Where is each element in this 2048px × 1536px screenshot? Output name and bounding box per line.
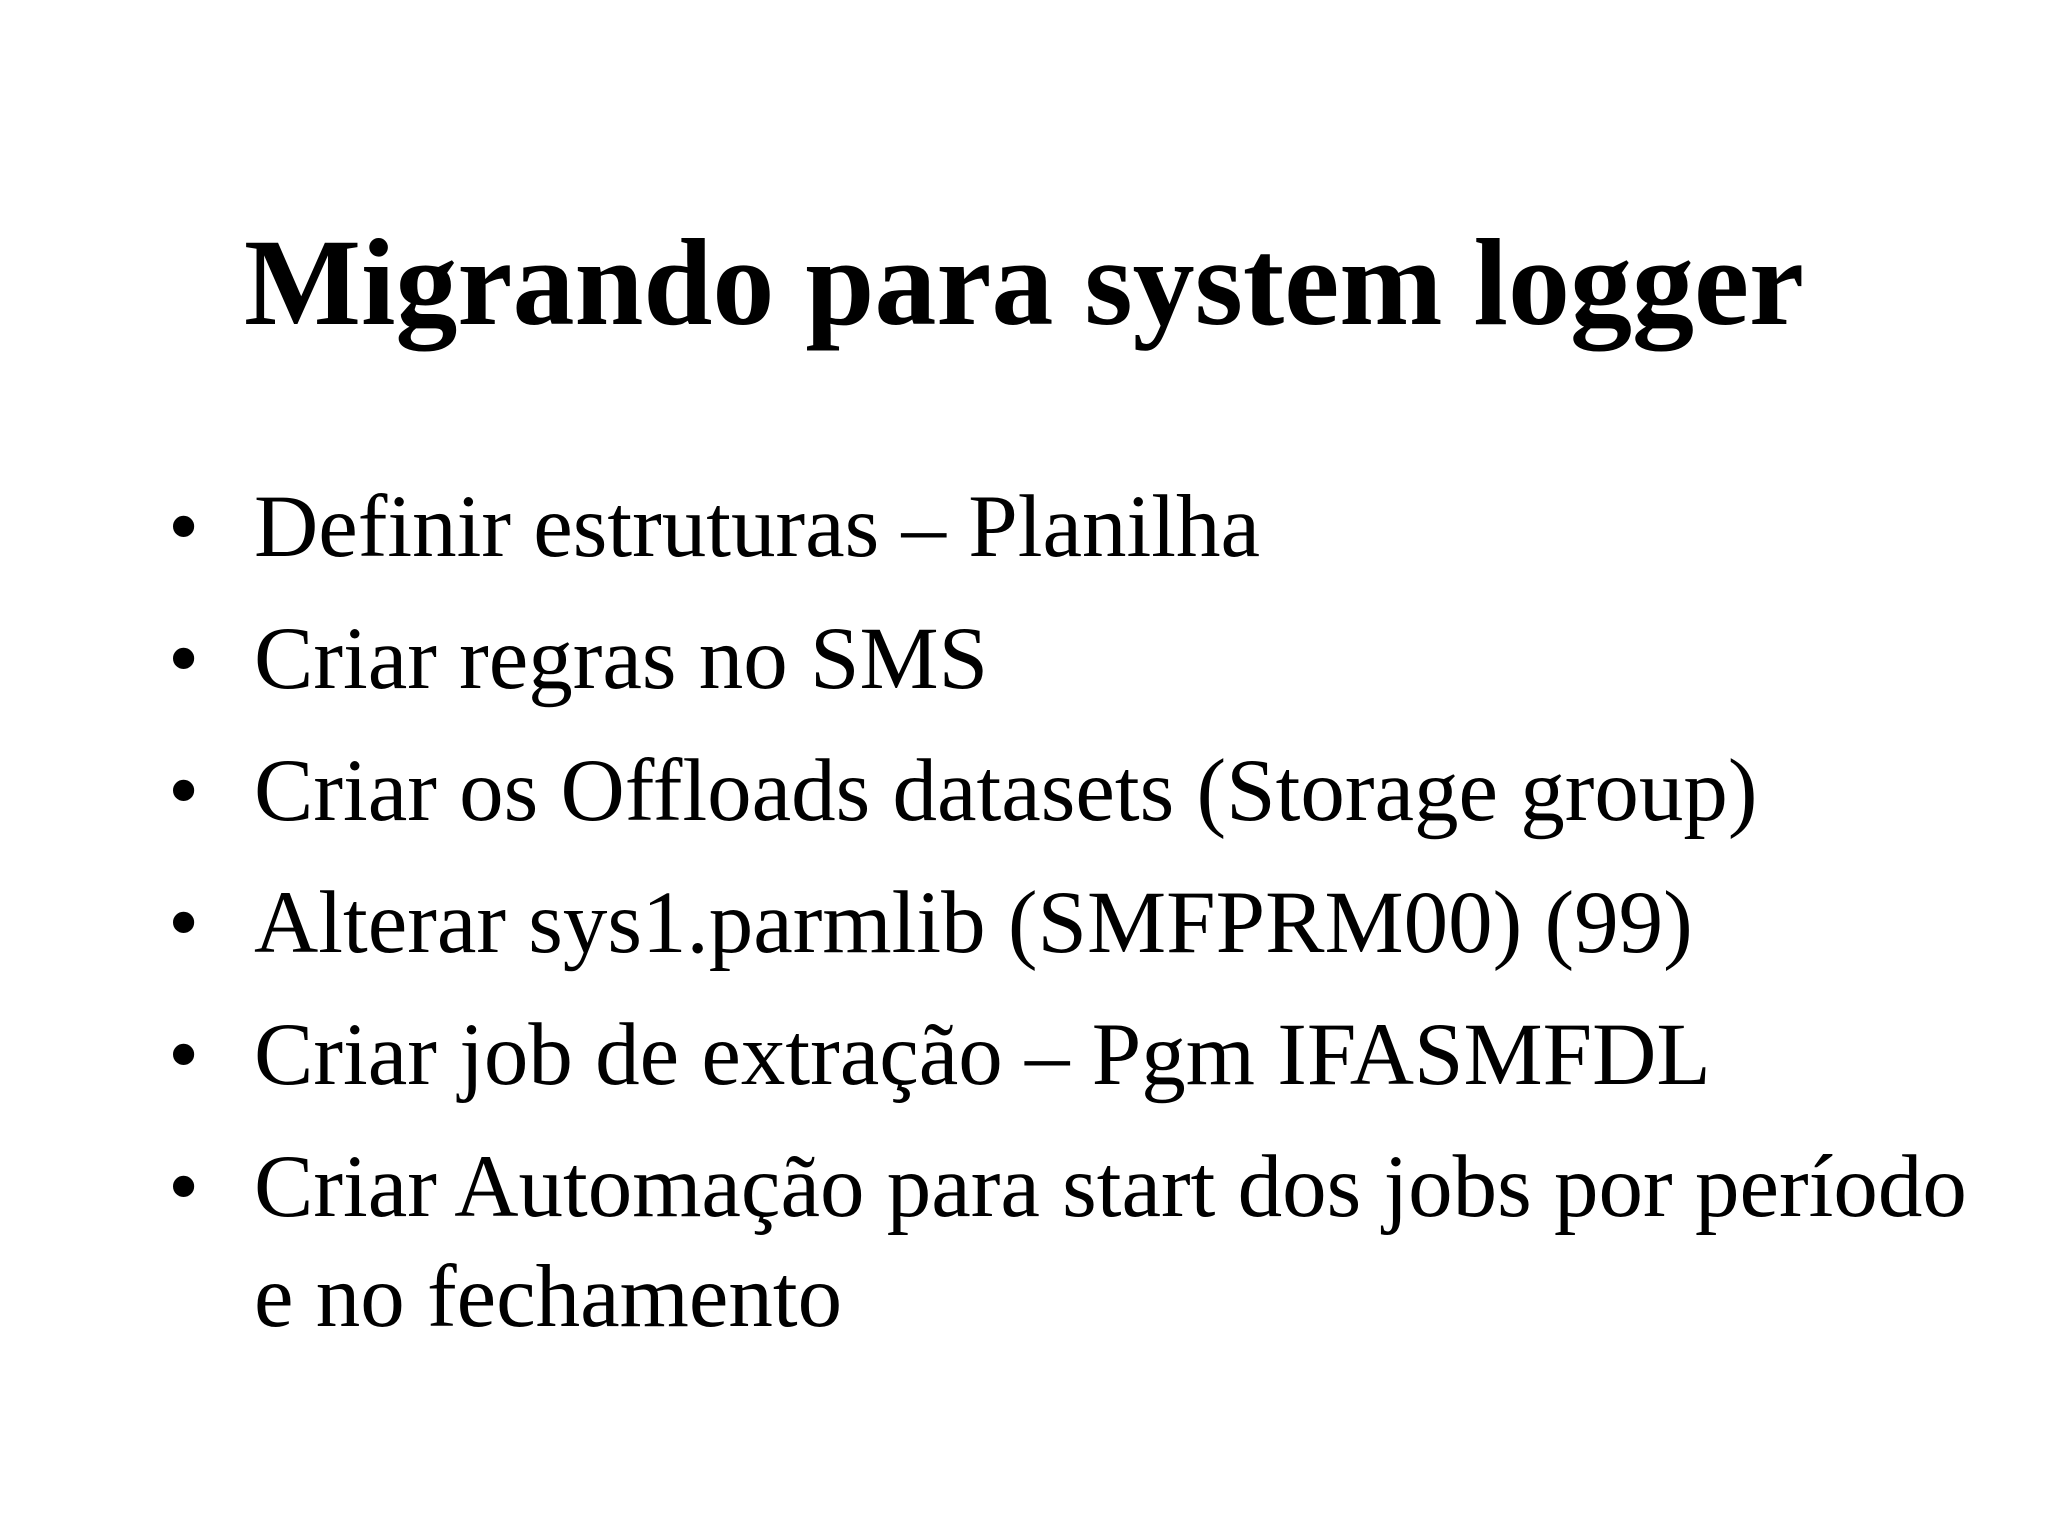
list-item: [168, 736, 1988, 846]
bullet-icon: •: [168, 1006, 200, 1104]
bullet-text: Criar job de extração – Pgm IFASMFDL: [254, 1006, 1711, 1104]
slide-title: Migrando para system logger: [243, 214, 1805, 351]
bullet-icon: •: [168, 610, 200, 708]
bullet-icon: •: [168, 478, 200, 576]
list-item: [168, 604, 1988, 714]
bullet-icon: •: [168, 874, 200, 972]
bullet-icon: •: [168, 1138, 200, 1236]
bullet-text: Criar os Offloads datasets (Storage group): [254, 742, 1758, 840]
list-item: [168, 1132, 1988, 1352]
list-item: [168, 472, 1988, 582]
bullet-text: Criar regras no SMS: [254, 610, 989, 708]
bullet-list: [168, 472, 1988, 1374]
bullet-icon: •: [168, 742, 200, 840]
bullet-text: Alterar sys1.parmlib (SMFPRM00) (99): [254, 874, 1693, 972]
list-item: [168, 1000, 1988, 1110]
bullet-text: Criar Automação para start dos jobs por período e no fechamento: [254, 1138, 1967, 1346]
list-item: [168, 868, 1988, 978]
bullet-text: Definir estruturas – Planilha: [254, 478, 1260, 576]
